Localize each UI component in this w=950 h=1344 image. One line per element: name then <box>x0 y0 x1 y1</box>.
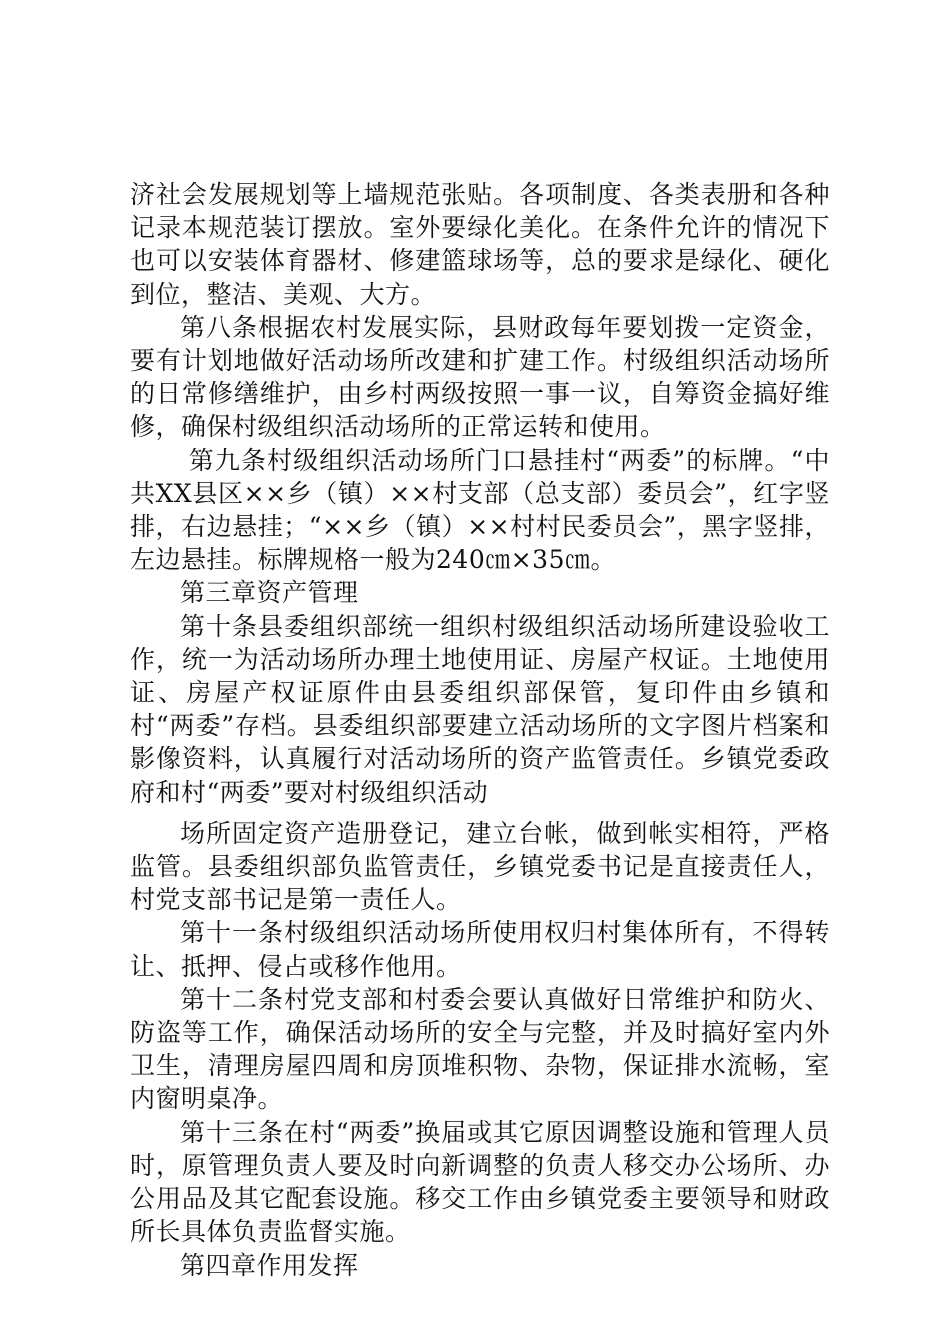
paragraph-article-10: 第十条县委组织部统一组织村级组织活动场所建设验收工作，统一为活动场所办理土地使用证、房屋产权证。土地使用证、房屋产权证原件由县委组织部保管，复印件由乡镇和村“两委”存档。县委组织部要建立活动场所的文字图片档案和影像资料，认真履行对活动场所的资产监管责任。乡镇党委政府和村“两委”要对村级组织活动 <box>130 611 830 807</box>
chapter-4-heading: 第四章作用发挥 <box>180 1250 359 1280</box>
paragraph-article-13: 第十三条在村“两委”换届或其它原因调整设施和管理人员时，原管理负责人要及时向新调整的负责人移交办公场所、办公用品及其它配套设施。移交工作由乡镇党委主要领导和财政所长具体负责监督实施。 <box>130 1117 830 1247</box>
document-body <box>130 178 830 1282</box>
paragraph-article-10-continued: 场所固定资产造册登记，建立台帐，做到帐实相符，严格监管。县委组织部负监管责任，乡镇党委书记是直接责任人，村党支部书记是第一责任人。 <box>130 818 830 915</box>
paragraph-article-12: 第十二条村党支部和村委会要认真做好日常维护和防火、防盗等工作，确保活动场所的安全与完整，并及时搞好室内外卫生，清理房屋四周和房顶堆积物、杂物，保证排水流畅，室内窗明桌净。 <box>130 984 830 1114</box>
paragraph-continuation: 济社会发展规划等上墙规范张贴。各项制度、各类表册和各种记录本规范装订摆放。室外要绿化美化。在条件允许的情况下也可以安装体育器材、修建篮球场等，总的要求是绿化、硬化到位，整洁、美观、大方。 <box>130 180 830 309</box>
chapter-3-heading: 第三章资产管理 <box>180 578 359 608</box>
paragraph-article-11: 第十一条村级组织活动场所使用权归村集体所有，不得转让、抵押、侵占或移作他用。 <box>130 918 830 981</box>
paragraph-article-9: 第九条村级组织活动场所门口悬挂村“两委”的标牌。“中共XX县区××乡（镇）××村支部（总支部）委员会”，红字竖排，右边悬挂；“××乡（镇）××村村民委员会”，黑字竖排，左边悬挂。标牌规格一般为240㎝×35㎝。 <box>130 445 830 575</box>
paragraph-article-8: 第八条根据农村发展实际，县财政每年要划拨一定资金，要有计划地做好活动场所改建和扩建工作。村级组织活动场所的日常修缮维护，由乡村两级按照一事一议，自筹资金搞好维修，确保村级组织活动场所的正常运转和使用。 <box>130 312 830 442</box>
